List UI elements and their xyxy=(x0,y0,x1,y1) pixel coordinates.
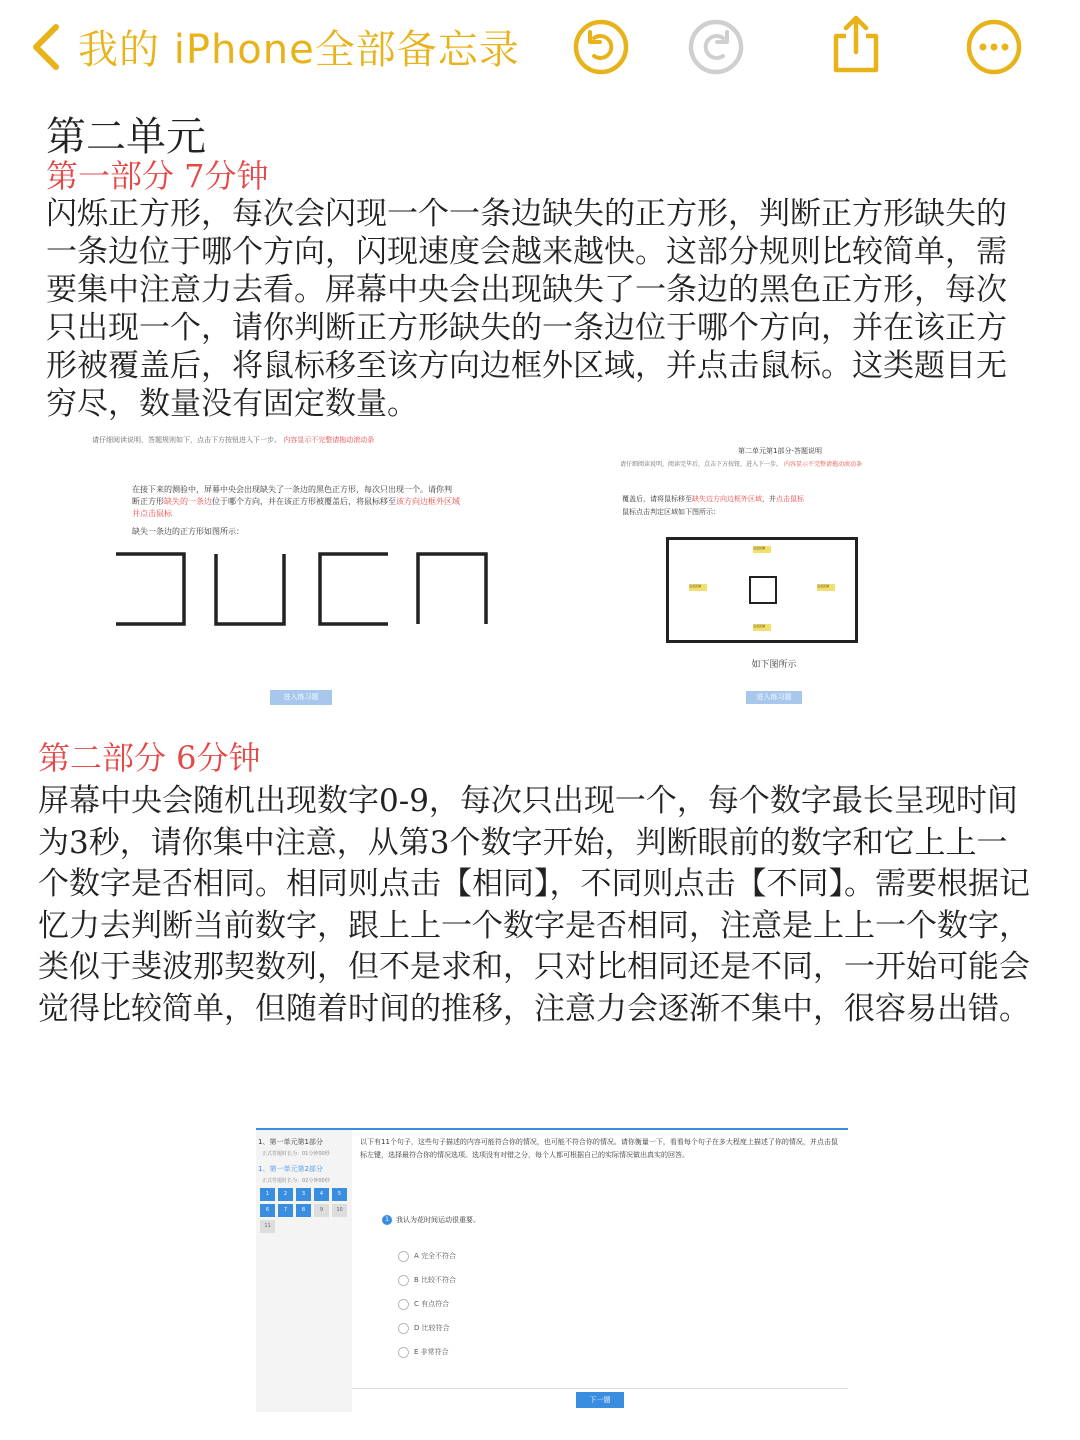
next-question-button: 下一题 xyxy=(576,1392,624,1408)
option-row xyxy=(398,1244,456,1268)
square-missing-left xyxy=(116,554,184,624)
instruction-screenshot-1 xyxy=(90,432,500,712)
sidebar-section-1: 1、第一单元第1部分 xyxy=(258,1138,323,1146)
shot3-question xyxy=(382,1214,480,1226)
grid-cell: 10 xyxy=(332,1204,347,1217)
option-row xyxy=(398,1340,456,1364)
shot2-practice-button: 进入练习题 xyxy=(746,691,802,704)
radio-icon xyxy=(398,1251,409,1262)
option-label: B 比较不符合 xyxy=(414,1276,457,1284)
sidebar-section-1-time: 正式答题时长为：01分钟00秒 xyxy=(262,1151,330,1157)
grid-cell: 8 xyxy=(296,1204,311,1217)
shot2-caption: 如下图所示 xyxy=(751,660,797,670)
zone-bottom: 点击区域 xyxy=(753,624,771,631)
zone-right: 点击区域 xyxy=(817,584,835,591)
radio-icon xyxy=(398,1299,409,1310)
radio-icon xyxy=(398,1275,409,1286)
square-missing-right xyxy=(320,554,388,624)
note-title: 第二单元 xyxy=(46,114,206,160)
shot3-intro: 以下有11个句子，这些句子描述的内容可能符合你的情况，也可能不符合你的情况。请你衡量一下，看看每个句子在多大程度上描述了你的情况，并点击鼠标左键，选择最符合你的情况选项。选项没有对错之分，每个人都可根据自己的实际情况做出真实的回答。 xyxy=(360,1138,838,1159)
square-missing-top xyxy=(216,554,284,624)
option-label: A 完全不符合 xyxy=(414,1252,457,1260)
shot1-caption: 缺失一条边的正方形如图所示： xyxy=(132,527,244,536)
grid-cell: 5 xyxy=(332,1188,347,1201)
shot2-title: 第二单元第1部分-答题说明 xyxy=(738,447,822,455)
option-label: E 非常符合 xyxy=(414,1348,449,1356)
nav-bar xyxy=(0,0,1080,95)
part2-body: 屏幕中央会随机出现数字0-9，每次只出现一个，每个数字最长呈现时间为3秒，请你集中注意，从第3个数字开始，判断眼前的数字和它上上一个数字是否相同。相同则点击【相同】，不同则点击【不同】。需要根据记忆力去判断当前数字，跟上上一个数字是否相同，注意是上上一个数字，类似于斐波那契数列，但不是求和，只对比相同还是不同，一开始可能会觉得比较简单，但随着时间的推移，注意力会逐渐不集中，很容易出错。 xyxy=(38,783,1030,1027)
shot2-line2: 覆盖后，请将鼠标移至缺失边方向边框外区域，并点击鼠标 xyxy=(622,495,804,503)
back-button[interactable] xyxy=(28,18,520,75)
undo-icon[interactable] xyxy=(572,18,630,76)
shot1-top-line: 请仔细阅读说明，答题规则如下，点击下方按钮进入下一步。 内容显示不完整请拖动滚动条 xyxy=(92,436,375,444)
option-row xyxy=(398,1268,456,1292)
question-number: 1 xyxy=(382,1215,392,1225)
grid-cell: 9 xyxy=(314,1204,329,1217)
missing-edge-squares xyxy=(112,550,492,630)
question-text: 我认为花时间运动很重要。 xyxy=(396,1216,480,1224)
instruction-screenshot-2 xyxy=(600,445,960,710)
option-row xyxy=(398,1316,456,1340)
shot3-options xyxy=(398,1244,456,1364)
option-label: C 有点符合 xyxy=(414,1300,450,1308)
center-square xyxy=(749,576,777,604)
grid-cell: 2 xyxy=(278,1188,293,1201)
shot2-line3: 鼠标点击判定区域如下图所示： xyxy=(622,508,720,516)
grid-cell: 4 xyxy=(314,1188,329,1201)
more-icon[interactable] xyxy=(965,18,1023,76)
shot3-sidebar xyxy=(256,1130,352,1412)
back-label: 我的 iPhone全部备忘录 xyxy=(78,27,520,73)
option-row xyxy=(398,1292,456,1316)
redo-icon[interactable] xyxy=(687,18,745,76)
sidebar-section-2: 1、第一单元第2部分 xyxy=(258,1165,323,1173)
click-zone-diagram xyxy=(666,537,858,643)
chevron-left-icon xyxy=(28,21,64,73)
sidebar-section-2-time: 正式答题时长为：02分钟00秒 xyxy=(262,1178,330,1184)
questionnaire-screenshot xyxy=(256,1128,848,1412)
part1-heading: 第一部分 7分钟 xyxy=(46,157,269,195)
part2-heading: 第二部分 6分钟 xyxy=(38,739,261,777)
zone-left: 点击区域 xyxy=(689,584,707,591)
option-label: D 比较符合 xyxy=(414,1324,450,1332)
zone-top: 点击区域 xyxy=(753,546,771,553)
radio-icon xyxy=(398,1323,409,1334)
square-missing-bottom xyxy=(418,554,486,624)
shot1-practice-button: 进入练习题 xyxy=(270,690,332,705)
shot2-line1: 请仔细阅读说明，阅读完毕后，点击下方按钮，进入下一步。 内容显示不完整请拖动滚动条 xyxy=(620,461,862,468)
part1-body: 闪烁正方形，每次会闪现一个一条边缺失的正方形，判断正方形缺失的一条边位于哪个方向，闪现速度会越来越快。这部分规则比较简单，需要集中注意力去看。屏幕中央会出现缺失了一条边的黑色正方形，每次只出现一个，请你判断正方形缺失的一条边位于哪个方向，并在该正方形被覆盖后，将鼠标移至该方向边框外区域，并点击鼠标。这类题目无穷尽，数量没有固定数量。 xyxy=(46,196,1007,422)
radio-icon xyxy=(398,1347,409,1358)
grid-cell: 3 xyxy=(296,1188,311,1201)
shot1-desc: 在接下来的测验中，屏幕中央会出现缺失了一条边的黑色正方形，每次只出现一个。请你判 断正方形缺失的一条边位于哪个方向，并在该正方形被覆盖后，将鼠标移至该方向边框外区域 并点击鼠标 xyxy=(132,485,460,518)
grid-cell: 1 xyxy=(260,1188,275,1201)
share-icon[interactable] xyxy=(828,12,884,76)
grid-cell: 6 xyxy=(260,1204,275,1217)
shot3-divider xyxy=(352,1388,848,1389)
grid-cell: 7 xyxy=(278,1204,293,1217)
question-grid xyxy=(260,1188,350,1233)
grid-cell: 11 xyxy=(260,1220,275,1233)
